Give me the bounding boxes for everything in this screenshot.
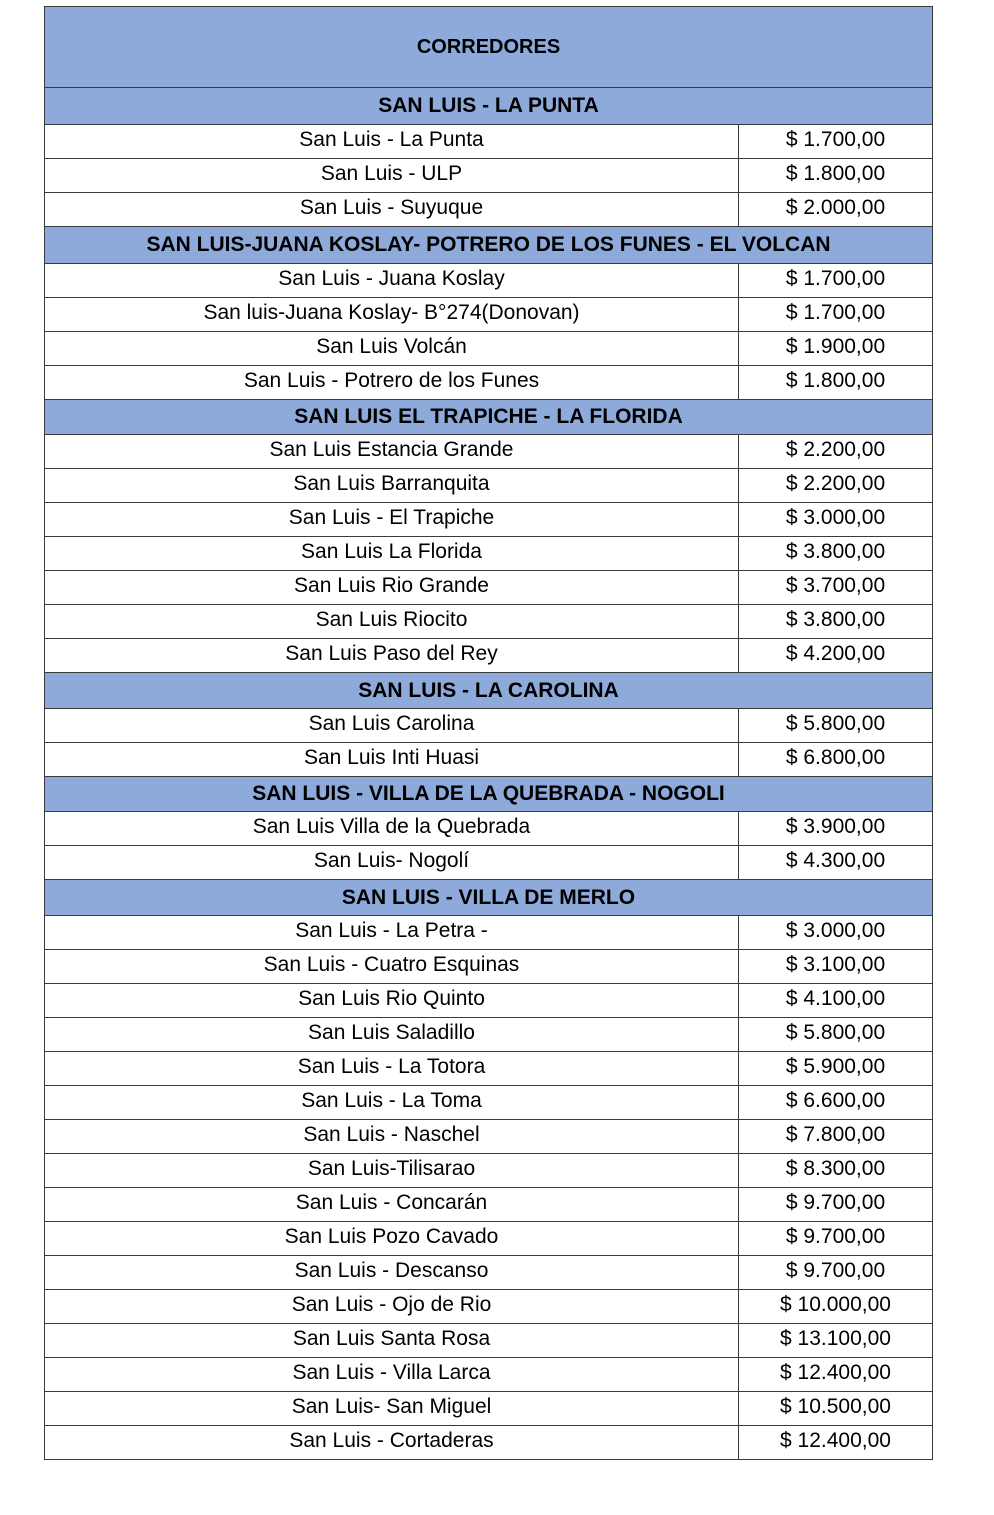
route-name: San Luis - La Toma [45, 1086, 739, 1119]
route-name: San Luis Inti Huasi [45, 743, 739, 776]
route-price: $ 5.800,00 [785, 711, 886, 735]
table-row [45, 469, 932, 503]
table-row [45, 435, 932, 469]
route-price: $ 9.700,00 [785, 1258, 886, 1282]
route-name: San Luis - La Punta [45, 125, 739, 158]
route-price: $ 4.100,00 [785, 986, 886, 1010]
table-row [45, 159, 932, 193]
table-row [45, 264, 932, 298]
table-row [45, 366, 932, 400]
route-name: San Luis - El Trapiche [45, 503, 739, 536]
route-price: $ 1.800,00 [785, 368, 886, 392]
section-header: SAN LUIS - LA CAROLINA [45, 673, 932, 709]
route-price: $ 2.000,00 [785, 195, 886, 219]
route-price: $ 6.600,00 [785, 1088, 886, 1112]
route-name: San Luis - Juana Koslay [45, 264, 739, 297]
route-price: $ 3.700,00 [785, 573, 886, 597]
table-row [45, 1188, 932, 1222]
route-name: San Luis-Tilisarao [45, 1154, 739, 1187]
section-header: SAN LUIS-JUANA KOSLAY- POTRERO DE LOS FUNES - EL VOLCAN [45, 227, 932, 264]
table-row [45, 332, 932, 366]
route-price: $ 3.000,00 [785, 918, 886, 942]
table-row [45, 1052, 932, 1086]
table-row [45, 846, 932, 880]
table-title: CORREDORES [45, 7, 932, 88]
route-name: San Luis Rio Quinto [45, 984, 739, 1017]
route-name: San luis-Juana Koslay- B°274(Donovan) [45, 298, 739, 331]
route-price: $ 4.300,00 [785, 848, 886, 872]
route-price: $ 1.900,00 [785, 334, 886, 358]
table-row [45, 1154, 932, 1188]
route-price: $ 2.200,00 [785, 471, 886, 495]
route-price: $ 9.700,00 [785, 1190, 886, 1214]
route-price: $ 6.800,00 [785, 745, 886, 769]
route-name: San Luis - La Totora [45, 1052, 739, 1085]
route-price: $ 3.800,00 [785, 607, 886, 631]
route-price: $ 12.400,00 [780, 1360, 891, 1384]
route-price: $ 1.700,00 [785, 300, 886, 324]
table-row [45, 1358, 932, 1392]
route-name: San Luis - ULP [45, 159, 739, 192]
table-row [45, 709, 932, 743]
section-header: SAN LUIS - VILLA DE MERLO [45, 880, 932, 916]
table-row [45, 1324, 932, 1358]
table-row [45, 1426, 932, 1460]
table-row [45, 950, 932, 984]
route-name: San Luis La Florida [45, 537, 739, 570]
route-name: San Luis - Ojo de Rio [45, 1290, 739, 1323]
route-name: San Luis Saladillo [45, 1018, 739, 1051]
route-price: $ 3.800,00 [785, 539, 886, 563]
table-row [45, 571, 932, 605]
route-name: San Luis- San Miguel [45, 1392, 739, 1425]
route-name: San Luis - Potrero de los Funes [45, 366, 739, 399]
route-name: San Luis Volcán [45, 332, 739, 365]
route-name: San Luis - Suyuque [45, 193, 739, 226]
route-price: $ 7.800,00 [785, 1122, 886, 1146]
table-body [45, 88, 932, 1460]
route-price: $ 10.000,00 [780, 1292, 891, 1316]
table-row [45, 537, 932, 571]
route-price: $ 1.800,00 [785, 161, 886, 185]
table-row [45, 193, 932, 227]
table-row [45, 1222, 932, 1256]
route-name: San Luis Estancia Grande [45, 435, 739, 468]
route-price: $ 13.100,00 [780, 1326, 891, 1350]
route-name: San Luis - Descanso [45, 1256, 739, 1289]
table-row [45, 984, 932, 1018]
table-row [45, 125, 932, 159]
table-row [45, 1086, 932, 1120]
route-name: San Luis Paso del Rey [45, 639, 739, 672]
fares-table [44, 6, 933, 1460]
table-row [45, 1392, 932, 1426]
table-row [45, 1018, 932, 1052]
route-name: San Luis Pozo Cavado [45, 1222, 739, 1255]
route-price: $ 5.900,00 [785, 1054, 886, 1078]
route-price: $ 1.700,00 [785, 127, 886, 151]
route-price: $ 4.200,00 [785, 641, 886, 665]
route-price: $ 1.700,00 [785, 266, 886, 290]
route-name: San Luis - Cortaderas [45, 1426, 739, 1459]
route-name: San Luis - Cuatro Esquinas [45, 950, 739, 983]
route-price: $ 3.000,00 [785, 505, 886, 529]
section-header: SAN LUIS - LA PUNTA [45, 88, 932, 125]
table-row [45, 1120, 932, 1154]
table-row [45, 743, 932, 777]
table-row [45, 639, 932, 673]
route-name: San Luis- Nogolí [45, 846, 739, 879]
section-header: SAN LUIS - VILLA DE LA QUEBRADA - NOGOLI [45, 777, 932, 812]
route-price: $ 10.500,00 [780, 1394, 891, 1418]
section-header: SAN LUIS EL TRAPICHE - LA FLORIDA [45, 400, 932, 435]
route-price: $ 2.200,00 [785, 437, 886, 461]
table-row [45, 298, 932, 332]
route-name: San Luis - Naschel [45, 1120, 739, 1153]
table-row [45, 503, 932, 537]
route-name: San Luis Santa Rosa [45, 1324, 739, 1357]
route-price: $ 12.400,00 [780, 1428, 891, 1452]
table-row [45, 1256, 932, 1290]
table-row [45, 1290, 932, 1324]
route-name: San Luis - Villa Larca [45, 1358, 739, 1391]
table-row [45, 605, 932, 639]
route-name: San Luis Villa de la Quebrada [45, 812, 739, 845]
route-name: San Luis - La Petra - [45, 916, 739, 949]
route-price: $ 8.300,00 [785, 1156, 886, 1180]
table-row [45, 916, 932, 950]
route-price: $ 3.900,00 [785, 814, 886, 838]
route-name: San Luis Riocito [45, 605, 739, 638]
route-name: San Luis - Concarán [45, 1188, 739, 1221]
route-price: $ 9.700,00 [785, 1224, 886, 1248]
table-row [45, 812, 932, 846]
route-name: San Luis Rio Grande [45, 571, 739, 604]
route-price: $ 3.100,00 [785, 952, 886, 976]
route-price: $ 5.800,00 [785, 1020, 886, 1044]
route-name: San Luis Carolina [45, 709, 739, 742]
route-name: San Luis Barranquita [45, 469, 739, 502]
